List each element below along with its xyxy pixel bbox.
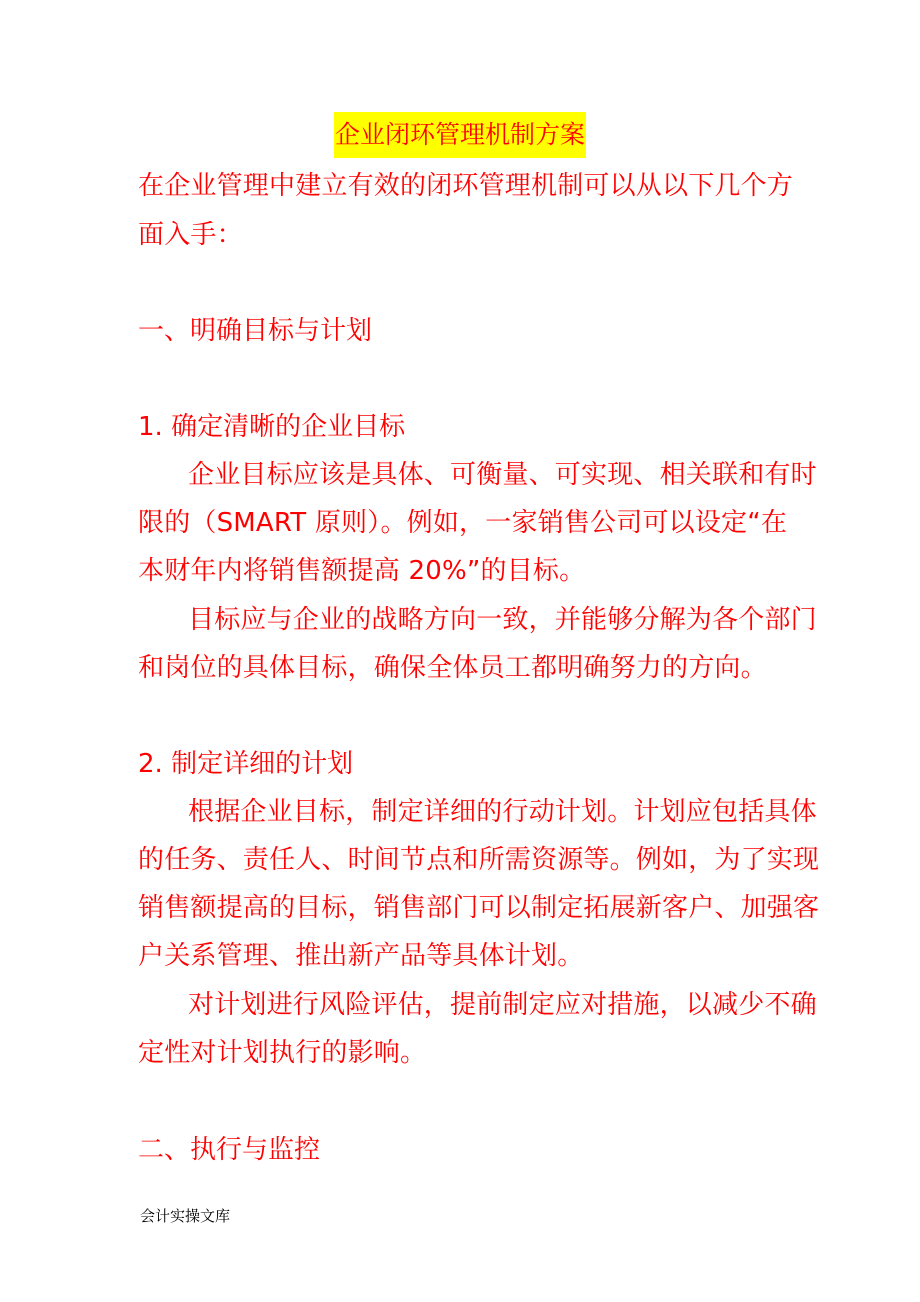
paragraph-line: 户关系管理、推出新产品等具体计划。 [138, 941, 584, 971]
paragraph-line: 销售额提高的目标，销售部门可以制定拓展新客户、加强客 [138, 893, 820, 923]
section-2-heading: 二、执行与监控 [138, 1135, 321, 1165]
subsection-1-heading: 1. 确定清晰的企业目标 [138, 412, 406, 442]
section-1-heading: 一、明确目标与计划 [138, 316, 373, 346]
intro-line-1: 在企业管理中建立有效的闭环管理机制可以从以下几个方 [138, 171, 794, 201]
paragraph-line: 目标应与企业的战略方向一致，并能够分解为各个部门 [188, 605, 817, 635]
document-title: 企业闭环管理机制方案 [334, 112, 586, 158]
paragraph-line: 根据企业目标，制定详细的行动计划。计划应包括具体 [188, 797, 817, 827]
paragraph-line: 本财年内将销售额提高 20%”的目标。 [138, 556, 586, 586]
paragraph-line: 限的（SMART 原则）。例如，一家销售公司可以设定“在 [138, 508, 788, 538]
title-wrapper [0, 112, 920, 158]
paragraph-line: 的任务、责任人、时间节点和所需资源等。例如，为了实现 [138, 845, 820, 875]
subsection-2-heading: 2. 制定详细的计划 [138, 749, 354, 779]
intro-line-2: 面入手： [138, 220, 243, 250]
paragraph-line: 企业目标应该是具体、可衡量、可实现、相关联和有时 [188, 460, 817, 490]
paragraph-line: 定性对计划执行的影响。 [138, 1038, 427, 1068]
page-footer: 会计实操文库 [140, 1207, 231, 1225]
paragraph-line: 和岗位的具体目标，确保全体员工都明确努力的方向。 [138, 653, 767, 683]
paragraph-line: 对计划进行风险评估，提前制定应对措施，以减少不确 [188, 990, 817, 1020]
